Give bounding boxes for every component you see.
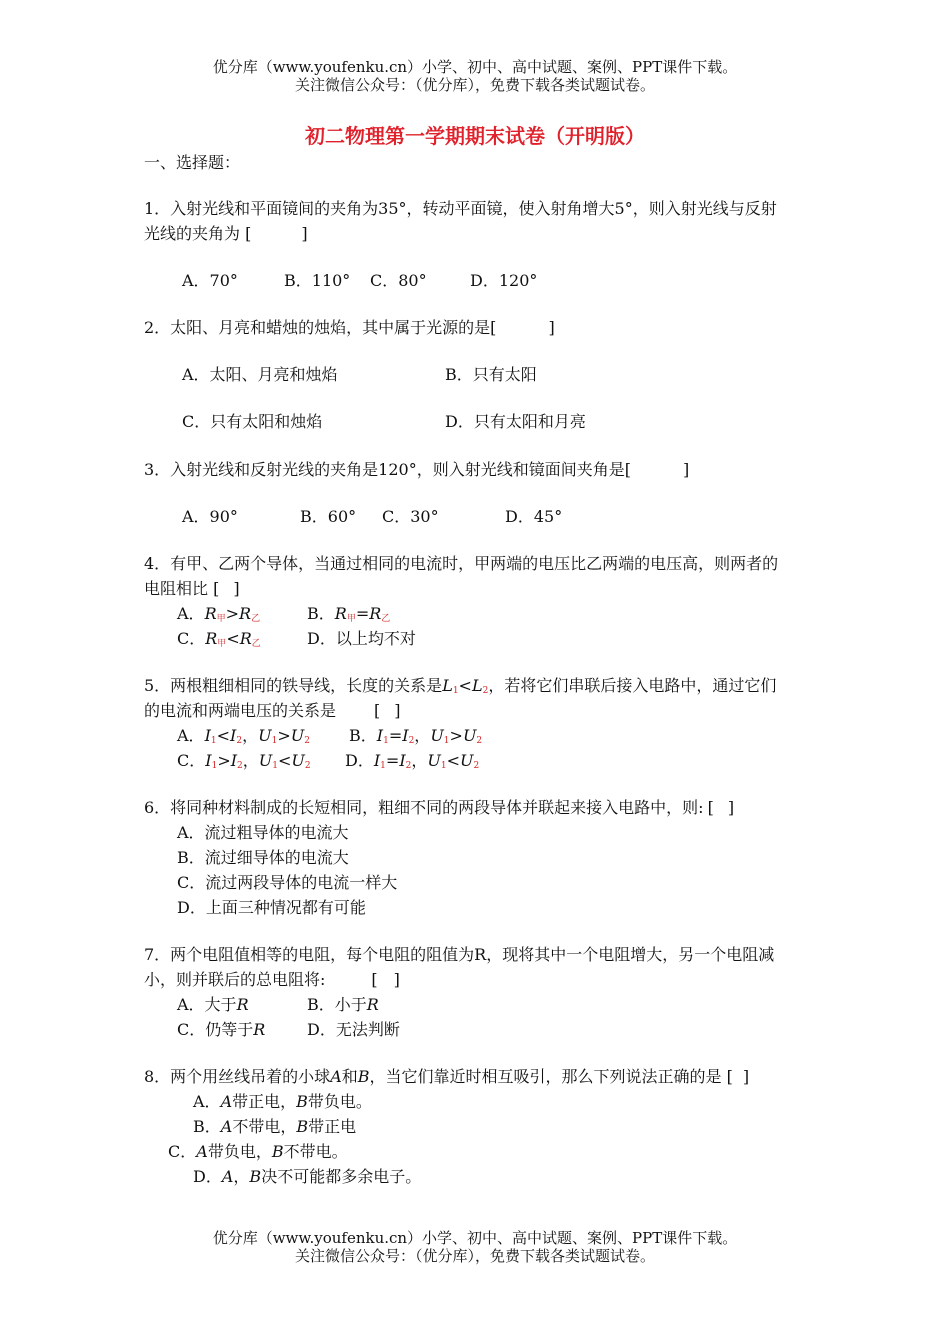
q2-stem: 2．太阳、月亮和蜡烛的烛焰，其中属于光源的是[ ] bbox=[144, 318, 555, 337]
q6-option-c: C．流过两段导体的电流一样大 bbox=[177, 873, 398, 892]
q5-option-c: C．$I_1>I_2$，$U_1<U_2$ bbox=[177, 751, 311, 771]
q5-stem-line1: 5．两根粗细相同的铁导线，长度的关系是$L_1<L_2$，若将它们串联后接入电路中，通过它们 bbox=[144, 676, 777, 696]
header-line-1: 优分库（www.youfenku.cn）小学、初中、高中试题、案例、PPT课件下载。 bbox=[212, 58, 738, 76]
footer-line-1: 优分库（www.youfenku.cn）小学、初中、高中试题、案例、PPT课件下载。 bbox=[212, 1229, 738, 1247]
q4-option-a: A．$R_甲>R_乙$ bbox=[177, 604, 261, 624]
q8-option-c: C．A带负电，B不带电。 bbox=[168, 1142, 348, 1161]
q7-option-b: B．小于R bbox=[307, 995, 379, 1014]
q1-stem-line2: 光线的夹角为 [ ] bbox=[144, 224, 308, 243]
q5-stem-line2: 的电流和两端电压的关系是 [ ] bbox=[144, 701, 401, 720]
q1-option-d: D．120° bbox=[470, 271, 538, 290]
q4-option-d: D．以上均不对 bbox=[307, 629, 416, 648]
q1-option-c: C．80° bbox=[370, 271, 427, 290]
q3-option-b: B．60° bbox=[300, 507, 357, 526]
q6-stem: 6．将同种材料制成的长短相同，粗细不同的两段导体并联起来接入电路中，则: [ ] bbox=[144, 798, 735, 817]
section-heading: 一、选择题： bbox=[144, 153, 241, 172]
q5-option-b: B．$I_1=I_2$，$U_1>U_2$ bbox=[349, 726, 483, 746]
q3-option-c: C．30° bbox=[382, 507, 439, 526]
q4-stem-line1: 4．有甲、乙两个导体，当通过相同的电流时，甲两端的电压比乙两端的电压高，则两者的 bbox=[144, 554, 779, 573]
footer-line-2: 关注微信公众号：（优分库），免费下载各类试题试卷。 bbox=[294, 1247, 655, 1265]
q1-stem-line1: 1．入射光线和平面镜间的夹角为35°，转动平面镜，使入射角增大5°，则入射光线与反射 bbox=[144, 199, 777, 218]
q2-option-c: C．只有太阳和烛焰 bbox=[182, 412, 323, 431]
q1-option-a: A．70° bbox=[182, 271, 238, 290]
q5-option-d: D．$I_1=I_2$，$U_1<U_2$ bbox=[345, 751, 480, 771]
q3-option-a: A．90° bbox=[182, 507, 238, 526]
q8-stem: 8．两个用丝线吊着的小球A和B，当它们靠近时相互吸引，那么下列说法正确的是 [ ] bbox=[144, 1067, 750, 1086]
q6-option-b: B．流过细导体的电流大 bbox=[177, 848, 349, 867]
q4-stem-line2: 电阻相比 [ ] bbox=[144, 579, 240, 598]
q2-option-d: D．只有太阳和月亮 bbox=[445, 412, 586, 431]
q4-option-b: B．$R_甲=R_乙$ bbox=[307, 604, 391, 624]
q4-option-c: C．$R_甲<R_乙$ bbox=[177, 629, 261, 649]
q7-stem-line2: 小，则并联后的总电阻将: [ ] bbox=[144, 970, 400, 989]
q8-option-d: D．A，B决不可能都多余电子。 bbox=[193, 1167, 422, 1186]
q8-option-b: B．A不带电，B带正电 bbox=[193, 1117, 357, 1136]
header-line-2: 关注微信公众号：（优分库），免费下载各类试题试卷。 bbox=[294, 76, 655, 94]
q7-option-c: C．仍等于R bbox=[177, 1020, 266, 1039]
q1-option-b: B．110° bbox=[284, 271, 351, 290]
q3-stem: 3．入射光线和反射光线的夹角是120°，则入射光线和镜面间夹角是[ ] bbox=[144, 460, 690, 479]
q8-option-a: A．A带正电，B带负电。 bbox=[193, 1092, 372, 1111]
q7-stem-line1: 7．两个电阻值相等的电阻，每个电阻的阻值为R，现将其中一个电阻增大，另一个电阻减 bbox=[144, 945, 775, 964]
q7-option-d: D．无法判断 bbox=[307, 1020, 400, 1039]
q3-option-d: D．45° bbox=[505, 507, 563, 526]
q2-option-a: A．太阳、月亮和烛焰 bbox=[182, 365, 338, 384]
page-title: 初二物理第一学期期末试卷（开明版） bbox=[305, 124, 645, 148]
q6-option-a: A．流过粗导体的电流大 bbox=[177, 823, 349, 842]
q5-option-a: A．$I_1<I_2$，$U_1>U_2$ bbox=[177, 726, 310, 746]
q7-option-a: A．大于R bbox=[177, 995, 249, 1014]
q2-option-b: B．只有太阳 bbox=[445, 365, 537, 384]
q6-option-d: D．上面三种情况都有可能 bbox=[177, 898, 366, 917]
